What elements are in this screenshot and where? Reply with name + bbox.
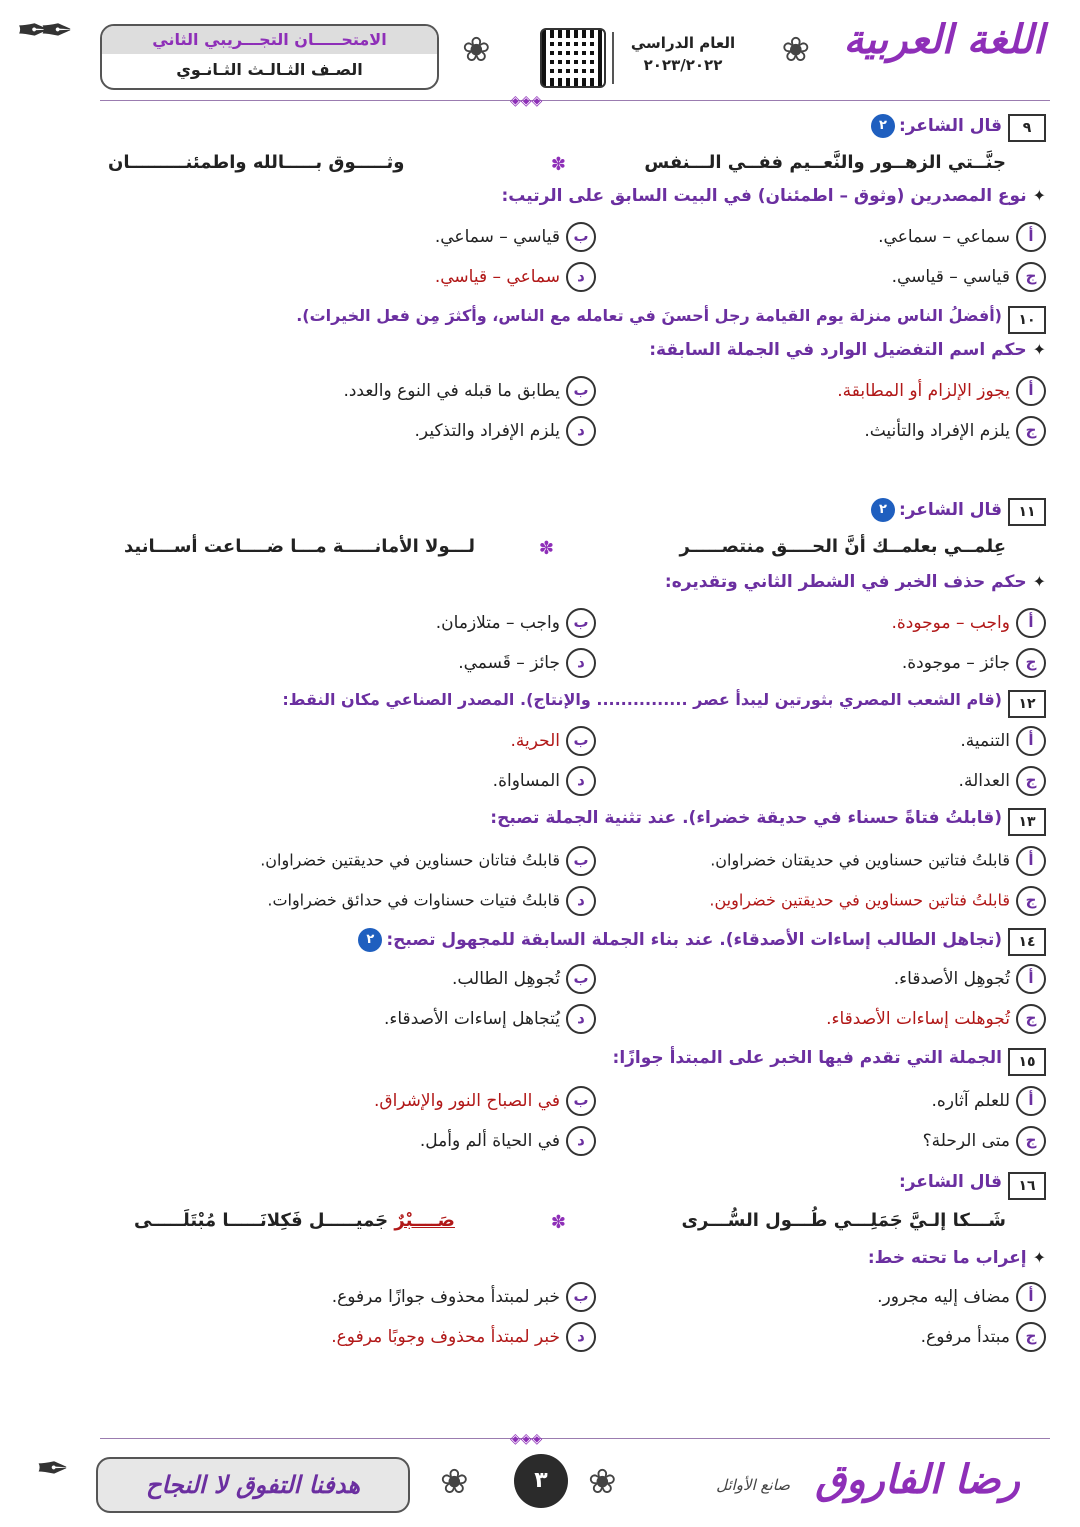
- question-label: (قام الشعب المصري بثورتين ليبدأ عصر ............... والإنتاج). المصدر الصناعي مكان النقط:: [282, 690, 1002, 709]
- stem-text: حكم اسم التفضيل الوارد في الجملة السابقة:: [649, 340, 1027, 360]
- question-number: ١٦: [1008, 1172, 1046, 1200]
- option-letter: ج: [1016, 886, 1046, 916]
- option-letter: ب: [566, 608, 596, 638]
- option-text: قابلتُ فتاتين حسناوين في حديقتين خضراوين.: [709, 890, 1010, 910]
- option-letter: ج: [1016, 416, 1046, 446]
- option-letter: أ: [1016, 964, 1046, 994]
- option-letter: ب: [566, 376, 596, 406]
- quill-icon: ✒: [40, 8, 74, 54]
- verse-second-hemistich: لـــولا الأمانـــــة مـــا ضــــاعت أســـانيد: [124, 536, 475, 557]
- stem-text: نوع المصدرين (وثوق – اطمئنان) في البيت السابق على الرتيب:: [501, 186, 1027, 206]
- option-letter: ب: [566, 726, 596, 756]
- option-d[interactable]: [420, 1126, 596, 1156]
- verse-second-hemistich: وثـــــوق بـــــالله واطمئنـــــــــان: [108, 152, 405, 173]
- question-stem: [868, 1248, 1046, 1268]
- option-c[interactable]: [864, 416, 1046, 446]
- pin-icon: ✦: [1032, 340, 1046, 359]
- question-stem: [502, 186, 1047, 206]
- option-letter: د: [566, 262, 596, 292]
- option-text: تُجوهِل الطالب.: [451, 969, 560, 989]
- option-text: يلزم الإفراد والتذكير.: [414, 421, 560, 441]
- option-text: في الصباح النور والإشراق.: [373, 1091, 560, 1111]
- option-d[interactable]: [267, 886, 596, 916]
- question-15: [34, 1048, 1046, 1160]
- ornament-icon: ◈◈◈: [510, 1431, 543, 1447]
- option-letter: د: [566, 766, 596, 796]
- academic-year: [618, 34, 748, 74]
- header-rule: [100, 100, 1050, 101]
- option-text: جائز – قَسمي.: [458, 653, 560, 673]
- option-text: خبر لمبتدأ محذوف جوازًا مرفوع.: [331, 1287, 560, 1307]
- option-d[interactable]: [415, 416, 596, 446]
- option-letter: أ: [1016, 222, 1046, 252]
- grade-label: الصـف الثـالـث الثـانـوي: [176, 60, 363, 79]
- option-letter: ج: [1016, 766, 1046, 796]
- option-letter: ب: [566, 1282, 596, 1312]
- option-b-correct[interactable]: [374, 1086, 596, 1116]
- option-d[interactable]: [493, 766, 596, 796]
- option-text: قياسي – قياسي.: [891, 267, 1010, 287]
- author-signature: رضا الفاروق: [815, 1456, 1020, 1503]
- question-label: [867, 498, 1002, 522]
- question-label: (قابلتُ فتاةً حسناء في حديقة خضراء). عند تثنية الجملة تصبح:: [490, 808, 1002, 828]
- option-letter: د: [566, 1322, 596, 1352]
- verse-first-hemistich: جنَّــتي الزهــور والنَّعــيم ففــي الـــنفس: [644, 152, 1006, 173]
- verse-first-hemistich: شَـــكا إلـيَّ جَمَلِـــي طُـــول السُّـــرى: [681, 1210, 1006, 1231]
- option-c[interactable]: [921, 1322, 1046, 1352]
- year-label: العام الدراسي: [630, 34, 736, 52]
- option-b[interactable]: [260, 846, 596, 876]
- question-label: الجملة التي تقدم فيها الخبر على المبتدأ جوازًا:: [612, 1048, 1002, 1068]
- flourish-icon: ❀: [588, 1462, 617, 1502]
- question-9: [34, 114, 1046, 304]
- star-icon: ✽: [550, 1212, 566, 1233]
- marks-badge: ٢: [871, 114, 895, 138]
- option-c-correct[interactable]: [826, 1004, 1046, 1034]
- year-value: ٢٠٢٣/٢٠٢٢: [643, 56, 723, 74]
- option-text: قابلتُ فتاتين حسناوين في حديقتان خضراوان.: [710, 850, 1010, 870]
- option-d-correct[interactable]: [435, 262, 596, 292]
- option-c[interactable]: [892, 262, 1046, 292]
- option-text: واجب – موجودة.: [891, 613, 1010, 633]
- quill-icon: ✒: [36, 1446, 70, 1492]
- option-text: جائز – موجودة.: [901, 653, 1010, 673]
- option-text: سماعي – قياسي.: [434, 267, 560, 287]
- option-letter: ج: [1016, 1004, 1046, 1034]
- question-11: [34, 498, 1046, 688]
- option-a[interactable]: [877, 1282, 1046, 1312]
- subject-title: اللغة العربية: [843, 16, 1044, 63]
- stem-text: إعراب ما تحته خط:: [867, 1248, 1027, 1268]
- option-text: تُجوهلت إساءات الأصدقاء.: [826, 1009, 1010, 1029]
- option-b[interactable]: [436, 608, 596, 638]
- author-tagline: صانع الأوائل: [716, 1476, 790, 1494]
- option-text: في الحياة ألم وأمل.: [419, 1131, 560, 1151]
- option-letter: ج: [1016, 1126, 1046, 1156]
- underlined-word: صَــــبْرٌ: [394, 1210, 455, 1231]
- flourish-icon: ❀: [781, 30, 810, 70]
- option-b[interactable]: [332, 1282, 596, 1312]
- option-a[interactable]: [931, 1086, 1046, 1116]
- option-text: واجب – متلازمان.: [435, 613, 560, 633]
- exam-banner: [100, 24, 439, 90]
- option-text: للعلم آثاره.: [931, 1091, 1010, 1111]
- option-text: قياسي – سماعي.: [434, 227, 560, 247]
- option-b[interactable]: [343, 376, 596, 406]
- question-stem: [665, 572, 1046, 592]
- option-text: المساواة.: [492, 771, 560, 791]
- question-number: ١٤: [1008, 928, 1046, 956]
- pin-icon: ✦: [1032, 1248, 1046, 1267]
- label-text: قال الشاعر:: [898, 116, 1002, 136]
- option-letter: أ: [1016, 608, 1046, 638]
- exam-title: الامتحـــــان التجـــريبي الثاني: [102, 26, 437, 54]
- option-b[interactable]: [435, 222, 596, 252]
- option-letter: ب: [566, 846, 596, 876]
- option-text: قابلتُ فتاتان حسناوين في حديقتين خضراوان.: [260, 850, 560, 870]
- option-letter: ج: [1016, 262, 1046, 292]
- question-label: [867, 114, 1002, 138]
- verse-rest: جَميـــــل فَكِلانَـــــا مُبْتَلَـــــى: [134, 1210, 395, 1231]
- option-c[interactable]: [959, 766, 1046, 796]
- label-text: قال الشاعر:: [898, 500, 1002, 520]
- option-text: تُجوهِل الأصدقاء.: [893, 969, 1010, 989]
- option-letter: ج: [1016, 648, 1046, 678]
- option-text: يُتجاهل إساءات الأصدقاء.: [383, 1009, 560, 1029]
- ornament-icon: ◈◈◈: [510, 93, 543, 109]
- option-a[interactable]: [960, 726, 1046, 756]
- question-10: [34, 306, 1046, 456]
- question-stem: [649, 340, 1046, 360]
- question-number: ٩: [1008, 114, 1046, 142]
- verse-second-hemistich: [134, 1210, 455, 1231]
- option-text: يلزم الإفراد والتأنيث.: [864, 421, 1010, 441]
- question-13: [34, 808, 1046, 920]
- option-text: مبتدأ مرفوع.: [920, 1327, 1010, 1347]
- option-letter: د: [566, 1126, 596, 1156]
- question-label: قال الشاعر:: [898, 1172, 1002, 1192]
- option-letter: ب: [566, 222, 596, 252]
- marks-badge: ٢: [358, 928, 382, 952]
- option-letter: ج: [1016, 1322, 1046, 1352]
- stem-text: حكم حذف الخبر في الشطر الثاني وتقديره:: [664, 572, 1027, 592]
- quill-icon: ✒: [16, 8, 50, 54]
- option-letter: د: [566, 1004, 596, 1034]
- option-c[interactable]: [902, 648, 1046, 678]
- pin-icon: ✦: [1032, 572, 1046, 591]
- star-icon: ✽: [538, 538, 554, 559]
- question-number: ١٥: [1008, 1048, 1046, 1076]
- option-text: يجوز الإلزام أو المطابقة.: [837, 381, 1010, 401]
- question-label: [354, 928, 1002, 952]
- question-label: (أفضلُ الناس منزلة يوم القيامة رجل أحسنَ في تعامله مع الناس، وأكثرَ مِن فعل الخيرات).: [296, 306, 1002, 325]
- option-b[interactable]: [452, 964, 596, 994]
- question-number: ١٢: [1008, 690, 1046, 718]
- option-letter: د: [566, 886, 596, 916]
- option-letter: أ: [1016, 726, 1046, 756]
- question-12: [34, 690, 1046, 802]
- pin-icon: ✦: [1032, 186, 1046, 205]
- option-c-correct[interactable]: [709, 886, 1046, 916]
- question-number: ١٠: [1008, 306, 1046, 334]
- option-a[interactable]: [710, 846, 1046, 876]
- option-text: خبر لمبتدأ محذوف وجوبًا مرفوع.: [331, 1327, 560, 1347]
- question-number: ١٣: [1008, 808, 1046, 836]
- option-d[interactable]: [458, 648, 596, 678]
- option-letter: د: [566, 648, 596, 678]
- marks-badge: ٢: [871, 498, 895, 522]
- option-letter: د: [566, 416, 596, 446]
- option-d-correct[interactable]: [331, 1322, 596, 1352]
- option-b-correct[interactable]: [510, 726, 596, 756]
- option-text: سماعي – سماعي.: [878, 227, 1010, 247]
- option-letter: أ: [1016, 1282, 1046, 1312]
- slogan-banner: هدفنا التفوق لا النجاح: [96, 1457, 410, 1513]
- option-text: يطابق ما قبله في النوع والعدد.: [343, 381, 560, 401]
- verse-first-hemistich: عِلمــي بعلمــك أنَّ الحــــق منتصـــــر: [679, 536, 1006, 557]
- star-icon: ✽: [550, 154, 566, 175]
- flourish-icon: ❀: [462, 30, 491, 70]
- flourish-icon: ❀: [440, 1462, 469, 1502]
- option-letter: ب: [566, 1086, 596, 1116]
- option-text: التنمية.: [960, 731, 1010, 751]
- option-text: الحرية.: [510, 731, 560, 751]
- option-letter: أ: [1016, 376, 1046, 406]
- qr-code-icon[interactable]: [540, 28, 606, 88]
- option-text: مضاف إليه مجرور.: [877, 1287, 1010, 1307]
- option-letter: ب: [566, 964, 596, 994]
- page-number: ٣: [514, 1454, 568, 1508]
- label-text: (تجاهل الطالب إساءات الأصدقاء). عند بناء الجملة السابقة للمجهول تصبح:: [386, 930, 1002, 950]
- question-number: ١١: [1008, 498, 1046, 526]
- header-divider: [612, 32, 614, 84]
- footer-rule: [100, 1438, 1050, 1439]
- option-a-correct[interactable]: [891, 608, 1046, 638]
- question-14: [34, 928, 1046, 1040]
- option-letter: أ: [1016, 846, 1046, 876]
- option-text: قابلتُ فتيات حسناوات في حدائق خضراوات.: [267, 890, 560, 910]
- option-a-correct[interactable]: [837, 376, 1046, 406]
- option-a[interactable]: [878, 222, 1046, 252]
- option-text: العدالة.: [958, 771, 1010, 791]
- option-c[interactable]: [923, 1126, 1046, 1156]
- page-header: [0, 0, 1080, 110]
- option-a[interactable]: [894, 964, 1046, 994]
- option-text: متى الرحلة؟: [922, 1131, 1010, 1151]
- option-d[interactable]: [384, 1004, 596, 1034]
- option-letter: أ: [1016, 1086, 1046, 1116]
- question-16: [34, 1172, 1046, 1362]
